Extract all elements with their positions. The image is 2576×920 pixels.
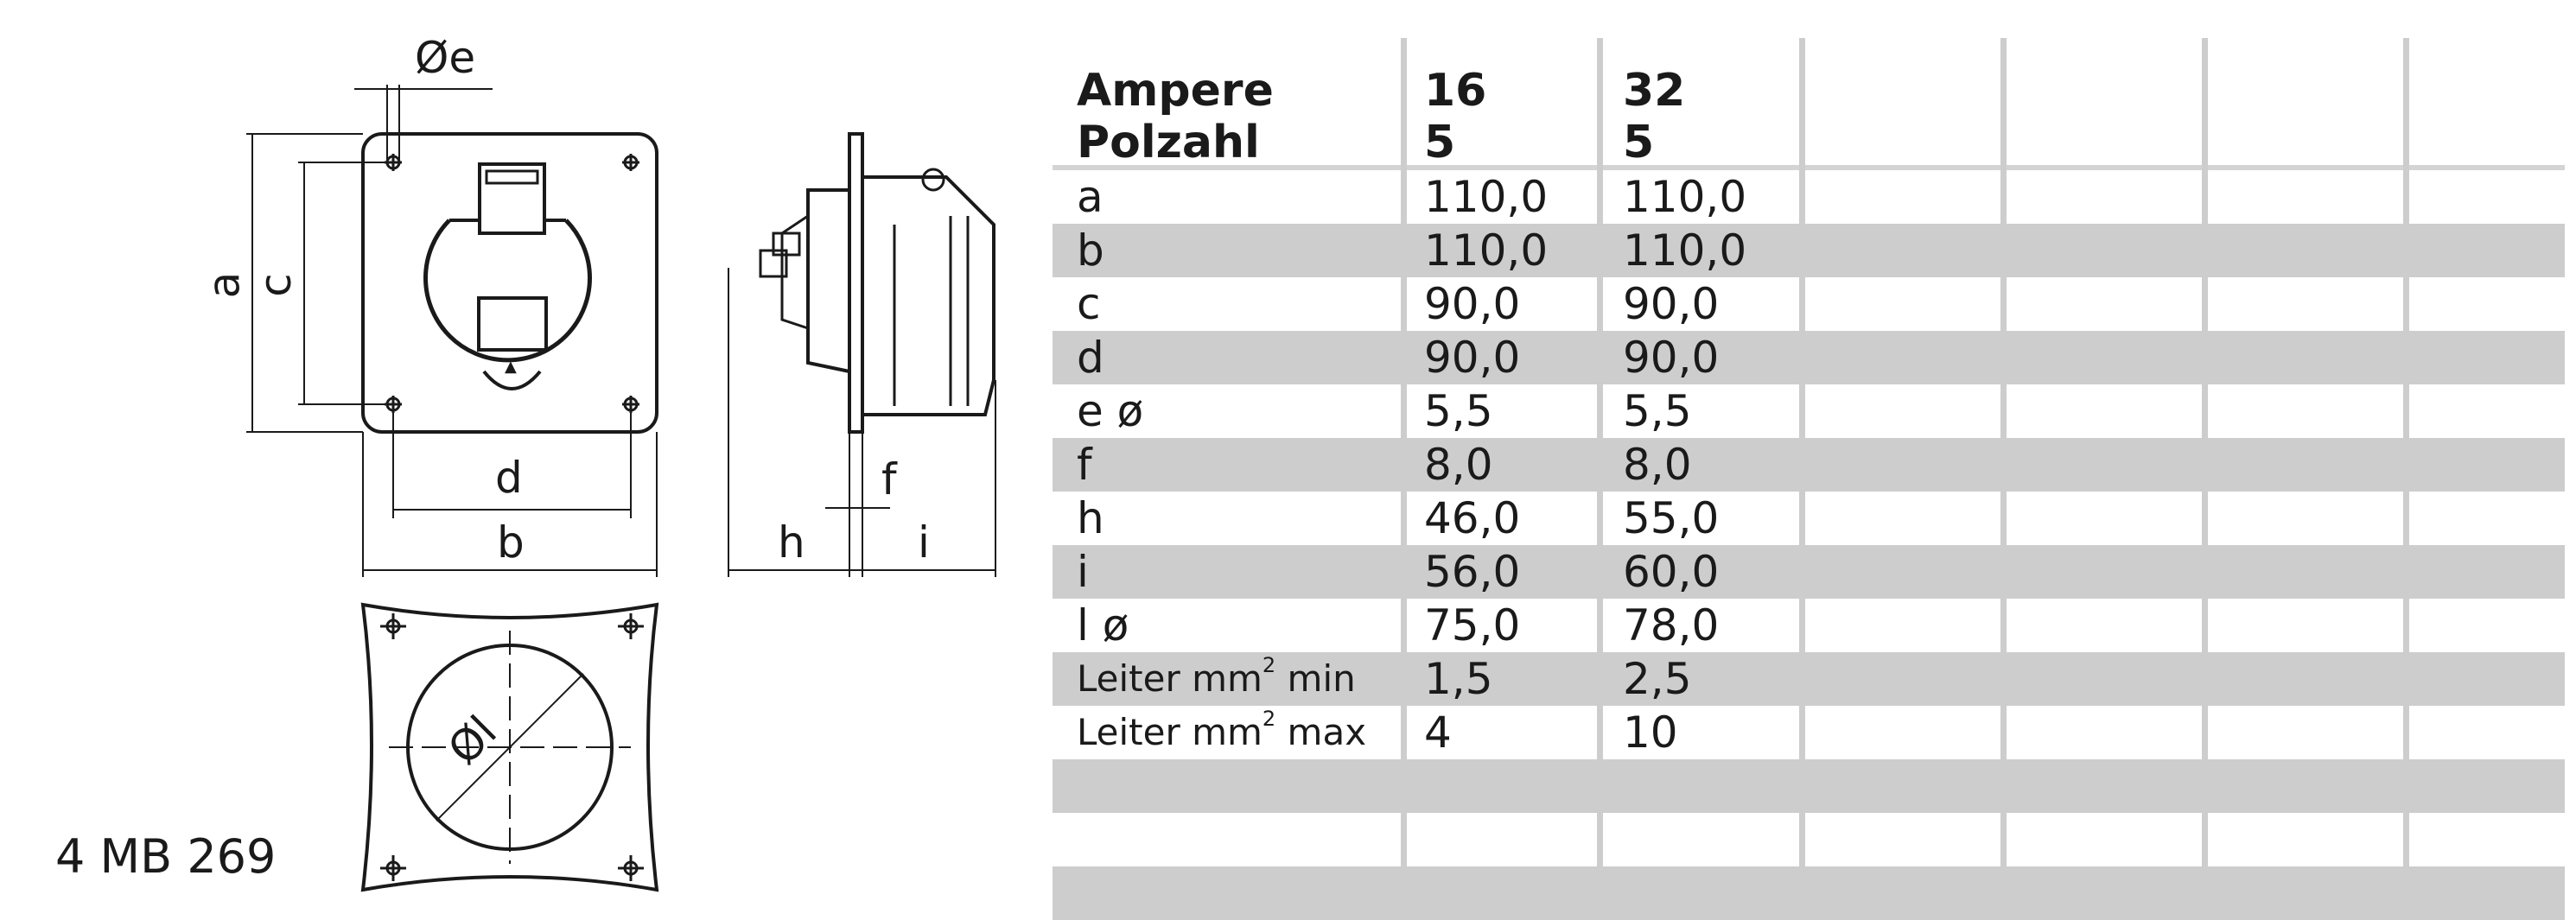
value-32a: 5,5 [1623,386,1692,436]
table-row [1053,277,2565,331]
value-16a: 75,0 [1424,600,1521,650]
dim-label-h: h [778,517,805,568]
row-label: Leiter $mm^2$ max [1077,707,1367,753]
table-row [1053,492,2565,545]
side-view [760,134,994,432]
table-row [1053,813,2565,866]
table-row [1053,331,2565,384]
dim-label-c: c [250,273,301,297]
header-ampere-32: 32 [1623,65,1686,117]
value-32a: 110,0 [1623,172,1747,222]
column-divider [2202,38,2208,912]
row-label: b [1077,225,1104,276]
row-label: h [1077,493,1104,543]
table-row [1053,599,2565,652]
cutout-view [363,605,657,890]
dim-label-i: i [918,517,930,568]
part-number: 4 MB 269 [55,829,277,884]
header-poles-16: 5 [1424,117,1456,168]
table-row [1053,438,2565,492]
table-row [1053,866,2565,920]
value-32a: 90,0 [1623,279,1720,329]
table-row [1053,706,2565,759]
value-32a: 60,0 [1623,547,1720,597]
row-label: c [1077,279,1101,329]
value-32a: 90,0 [1623,333,1720,383]
value-32a: 2,5 [1623,654,1692,704]
row-label: a [1077,172,1104,222]
row-label: i [1077,547,1089,597]
header-rule [1053,165,2565,170]
value-16a: 110,0 [1424,172,1549,222]
header-poles-32: 5 [1623,117,1655,168]
dim-label-f: f [881,454,897,504]
header-ampere-16: 16 [1424,65,1487,117]
row-label: d [1077,333,1104,383]
table-row [1053,384,2565,438]
value-16a: 90,0 [1424,279,1521,329]
value-32a: 55,0 [1623,493,1720,543]
row-label: e ø [1077,386,1144,436]
front-dimensions [246,85,657,577]
row-label: Leiter $mm^2$ min [1077,653,1356,700]
column-divider [2403,38,2409,912]
spec-table [1053,38,2565,912]
dim-label-a: a [199,271,250,299]
svg-text:▲: ▲ [505,358,517,376]
column-divider [1597,38,1603,912]
dim-label-d: d [495,453,523,503]
technical-drawing [0,0,1054,920]
value-16a: 1,5 [1424,654,1493,704]
column-divider [1401,38,1407,912]
value-16a: 8,0 [1424,440,1493,490]
value-32a: 78,0 [1623,600,1720,650]
table-row [1053,652,2565,706]
front-view [363,134,657,432]
value-32a: 110,0 [1623,225,1747,276]
header-polzahl: Polzahl [1077,117,1260,168]
row-label: l ø [1077,600,1129,650]
table-row [1053,170,2565,224]
value-16a: 4 [1424,707,1452,758]
row-label: f [1077,440,1092,490]
table-row [1053,759,2565,813]
table-row [1053,545,2565,599]
dim-label-e: Øe [415,33,476,83]
header-ampere: Ampere [1077,65,1274,117]
column-divider [1799,38,1805,912]
value-16a: 5,5 [1424,386,1493,436]
dim-label-b: b [497,517,525,568]
value-16a: 46,0 [1424,493,1521,543]
value-32a: 10 [1623,707,1678,758]
value-32a: 8,0 [1623,440,1692,490]
column-divider [2000,38,2007,912]
value-16a: 56,0 [1424,547,1521,597]
value-16a: 90,0 [1424,333,1521,383]
value-16a: 110,0 [1424,225,1549,276]
table-row [1053,224,2565,277]
dim-label-l: Øl [438,706,506,775]
